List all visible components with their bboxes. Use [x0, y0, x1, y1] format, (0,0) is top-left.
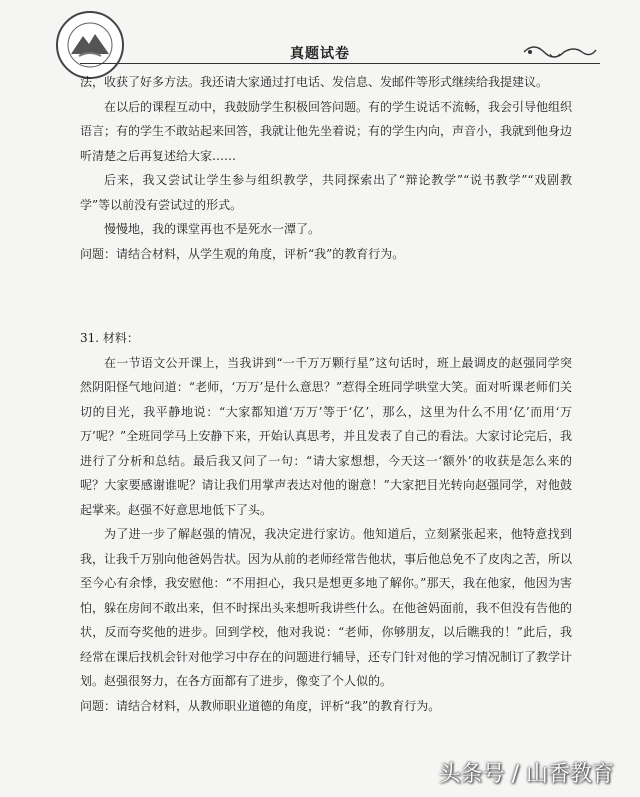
paragraph: 在一节语文公开课上，当我讲到“一千万万颗行星”这句话时，班上最调皮的赵强同学突然阴阳怪气地问道：“老师，‘万万’是什么意思？”惹得全班同学哄堂大笑。面对听课老师们关切的目光，我平静地说：“大家都知道‘万万’等于‘亿’，那么，这里为什么不用‘亿’而用‘万万’呢？”全班同学马上安静下来，开始认真思考，并且发表了自己的看法。大家讨论完后，我进行了分析和总结。最后我又问了一句：“请大家想想，今天这一‘额外’的收获是怎么来的呢？大家要感谢谁呢？请让我们用掌声表达对他的谢意！”大家把目光转向赵强同学，对他鼓起掌来。赵强不好意思地低下了头。 — [80, 355, 572, 517]
ornament-flourish-icon — [520, 40, 600, 62]
paragraph: 在以后的课程互动中，我鼓励学生积极回答问题。有的学生说话不流畅，我会引导他组织语言；有的学生不敢站起来回答，我就让他先坐着说；有的学生内向，声音小，我就到他身边听清楚之后再复述给大家…… — [80, 99, 573, 163]
paragraph: 慢慢地，我的课堂再也不是死水一潭了。 — [104, 222, 321, 236]
header-rule — [80, 63, 600, 64]
paragraph: 后来，我又尝试让学生参与组织教学，共同探索出了“辩论教学”“说书教学”“戏剧教学”等以前没有尝试过的形式。 — [80, 173, 572, 212]
watermark: 头条号 / 山香教育 — [438, 762, 614, 787]
question-prompt: 问题：请结合材料，从学生观的角度，评析“我”的教育行为。 — [80, 246, 405, 261]
paragraph: 法，收获了好多方法。我还请大家通过打电话、发信息、发邮件等形式继续给我提建议。 — [80, 75, 549, 89]
question-prompt: 问题：请结合材料，从教师职业道德的角度，评析“我”的教育行为。 — [80, 698, 441, 713]
paragraph: 为了进一步了解赵强的情况，我决定进行家访。他知道后，立刻紧张起来，他特意找到我，让我千万别向他爸妈告状。因为从前的老师经常告他状，事后他总免不了皮肉之苦，所以至今心有余悸，我安慰他：“不用担心，我只是想更多地了解你。”那天，我在他家，他因为害怕，躲在房间不敢出来，但不时探出头来想听我讲些什么。在他爸妈面前，我不但没有告他的状，反而夸奖他的进步。回到学校，他对我说：“老师，你够朋友，以后瞧我的！”此后，我经常在课后找机会针对他学习中存在的问题进行辅导，还专门针对他的学习情况制订了教学计划。赵强很努力，在各方面都有了进步，像变了个人似的。 — [80, 527, 573, 688]
page-title: 真题试卷 — [290, 46, 350, 62]
question-number-label: 31. 材料： — [80, 331, 139, 345]
passage-30-continued — [80, 70, 572, 266]
question-31 — [80, 326, 572, 718]
